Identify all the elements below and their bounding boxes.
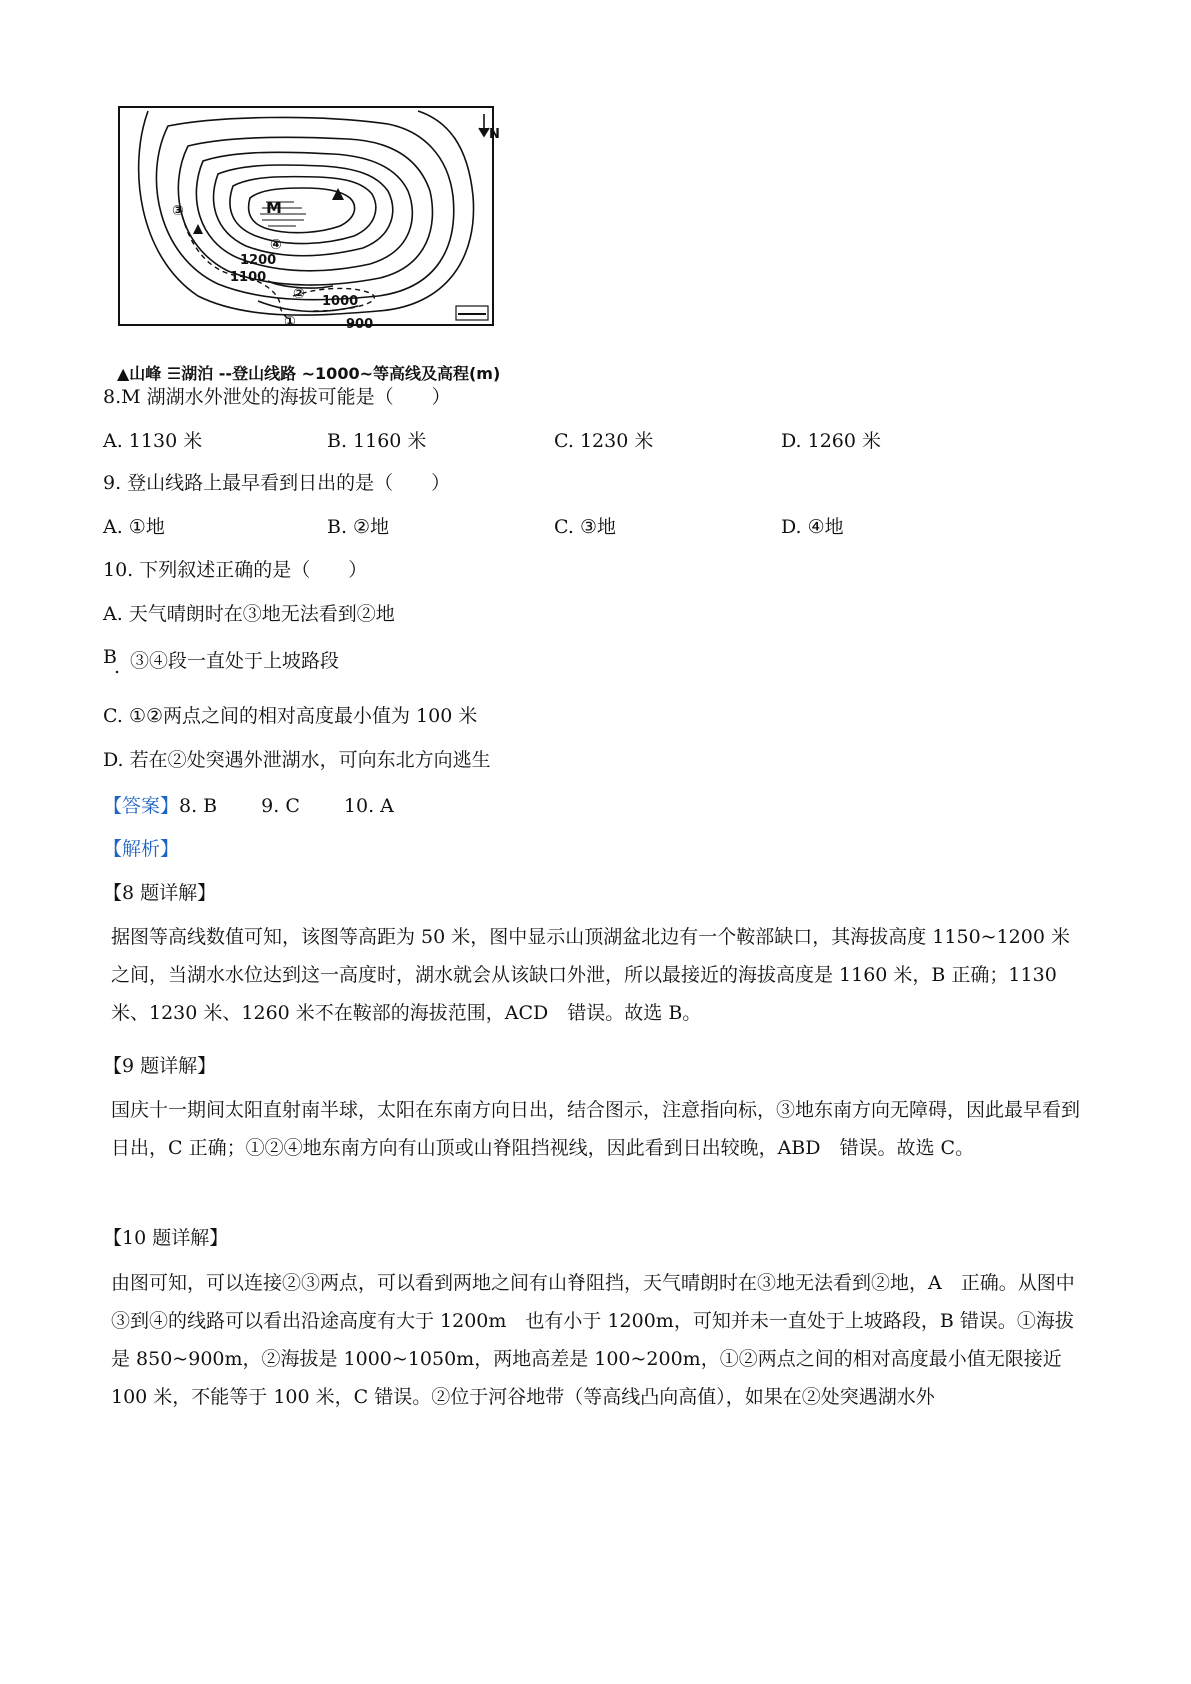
contour-lines (139, 111, 474, 315)
analysis-label: 【解析】 (103, 838, 180, 860)
q10-option-b-letter: B (103, 646, 117, 668)
elev-1100-label: 1100 (230, 270, 267, 285)
elev-1000-label: 1000 (322, 294, 359, 309)
q9-option-a: A. ①地 (103, 516, 165, 538)
answer-line (103, 794, 394, 818)
point-4-label: ④ (270, 237, 282, 253)
q8-option-a: A. 1130 米 (103, 430, 203, 452)
m-label: M (266, 198, 282, 217)
answer-label: 【答案】 (103, 795, 180, 817)
q10-option-b-dot: . (114, 656, 121, 678)
detail8-title: 【8 题详解】 (103, 882, 217, 904)
q9-option-b: B. ②地 (327, 516, 390, 538)
q8-stem: 8.M 湖湖水外泄处的海拔可能是（ ） (103, 386, 451, 408)
q10-option-a: A. 天气晴朗时在③地无法看到②地 (103, 603, 395, 625)
point-2-label: ② (293, 286, 305, 302)
q8-option-d: D. 1260 米 (781, 430, 882, 452)
detail8-body: 据图等高线数值可知，该图等高距为 50 米，图中显示山顶湖盆北边有一个鞍部缺口，其海拔高度 1150~1200 米之间，当湖水水位达到这一高度时，湖水就会从该缺口外泄，所以最接近的海拔高度是 1160 米，B 正确；1130 米、1230 米、1260 米不在鞍部的海拔范围，ACD 错误。故选 B。 (111, 926, 1070, 1024)
elev-1200-label: 1200 (240, 253, 277, 268)
answer-text: 8. B 9. C 10. A (179, 795, 394, 817)
q9-option-c: C. ③地 (554, 516, 616, 538)
q9-option-d: D. ④地 (781, 516, 844, 538)
q9-stem: 9. 登山线路上最早看到日出的是（ ） (103, 472, 451, 494)
detail9-body: 国庆十一期间太阳直射南半球，太阳在东南方向日出，结合图示，注意指向标，③地东南方向无障碍，因此最早看到日出，C 正确；①②④地东南方向有山顶或山脊阻挡视线，因此看到日出较晚，ABD 错误。故选 C。 (111, 1099, 1081, 1159)
detail10-body: 由图可知，可以连接②③两点，可以看到两地之间有山脊阻挡，天气晴朗时在③地无法看到②地，A 正确。从图中③到④的线路可以看出沿途高度有大于 1200m 也有小于 1200m，可知并未一直处于上坡路段，B 错误。①海拔是 850~900m，②海拔是 1000~1050m，两地高差是 100~200m，①②两点之间的相对高度最小值无限接近 100 米，不能等于 100 米，C 错误。②位于河谷地带（等高线凸向高值），如果在②处突遇湖水外 (111, 1272, 1075, 1408)
detail10-title: 【10 题详解】 (103, 1227, 229, 1249)
q8-option-b: B. 1160 米 (327, 430, 427, 452)
q10-stem: 10. 下列叙述正确的是（ ） (103, 559, 368, 581)
q10-option-b: ③④段一直处于上坡路段 (130, 650, 340, 672)
q10-option-d: D. 若在②处突遇外泄湖水，可向东北方向逃生 (103, 749, 491, 771)
elev-900-label: 900 (346, 317, 374, 332)
point-1-label: ① (284, 314, 296, 330)
north-label: N (489, 127, 500, 142)
map-legend: ▲山峰 ☰湖泊 --登山线路 ~1000~等高线及高程(m) (117, 364, 501, 383)
point-3-label: ③ (172, 203, 184, 219)
contour-map (118, 106, 530, 364)
detail9-title: 【9 题详解】 (103, 1055, 217, 1077)
q10-option-c: C. ①②两点之间的相对高度最小值为 100 米 (103, 705, 478, 727)
q8-option-c: C. 1230 米 (554, 430, 654, 452)
north-arrow (479, 114, 489, 136)
